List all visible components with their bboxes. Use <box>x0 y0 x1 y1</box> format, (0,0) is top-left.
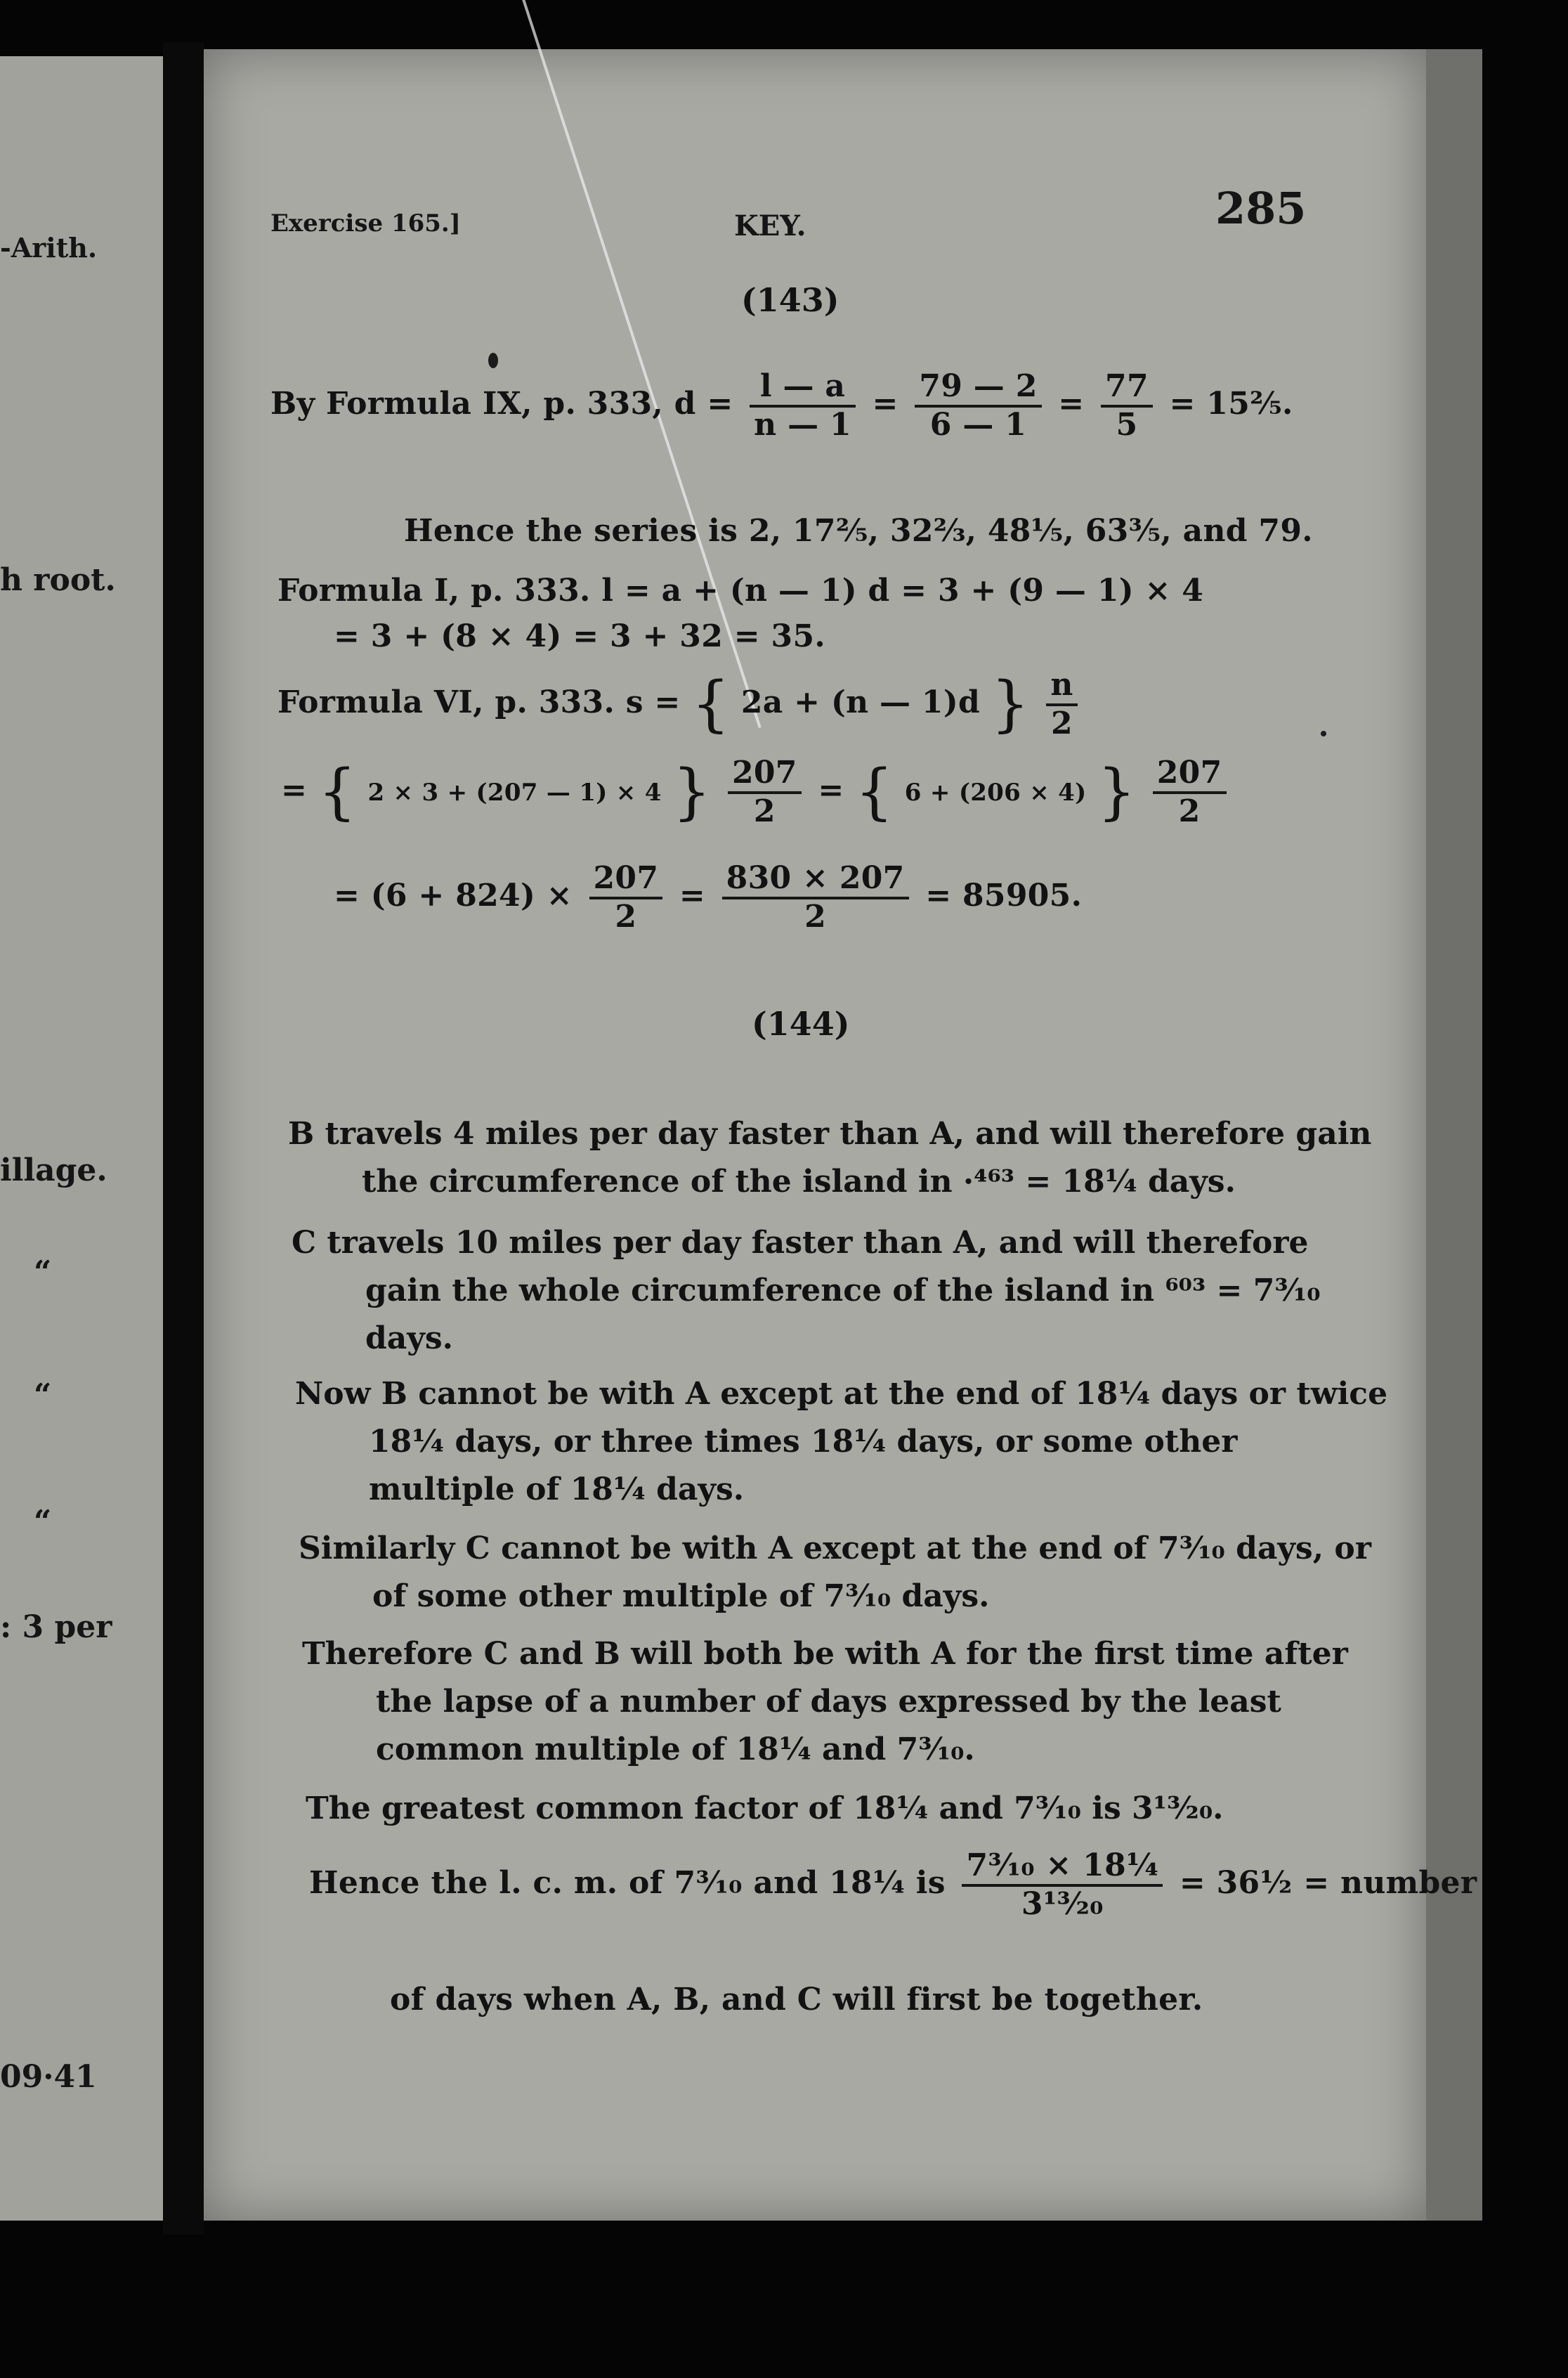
lcm-intro: Hence the l. c. m. of 7³⁄₁₀ and 18¼ is <box>309 1865 946 1902</box>
equals-sign: = <box>1058 386 1085 422</box>
formula-ix-result: = 15⅖. <box>1169 386 1293 422</box>
fraction-denominator: 2 <box>804 898 827 935</box>
paragraph-first-line: C travels 10 miles per day faster than A, and will therefore <box>292 1225 1309 1261</box>
fraction-denominator: n — 1 <box>754 406 851 443</box>
fraction <box>722 861 909 935</box>
book-binding-gutter <box>163 42 204 2235</box>
paragraph <box>302 1630 1398 1774</box>
fraction-denominator: 2 <box>615 898 637 935</box>
left-facing-page <box>0 56 163 2221</box>
formula-ix-intro: By Formula IX, p. 333, d = <box>270 386 733 422</box>
fraction-denominator: 3¹³⁄₂₀ <box>1021 1885 1104 1922</box>
fraction-denominator: 2 <box>1051 705 1073 741</box>
fraction-numerator: 207 <box>728 755 802 794</box>
fraction-denominator: 5 <box>1116 406 1138 443</box>
paragraph-first-line: The greatest common factor of 18¼ and 7³⁄₁₀ is 3¹³⁄₂₀. <box>306 1791 1224 1826</box>
series-line: Hence the series is 2, 17⅖, 32⅔, 48⅕, 63⅗, and 79. <box>404 513 1313 549</box>
lcm-continuation: of days when A, B, and C will first be together. <box>390 1982 1203 2018</box>
fraction-numerator: l — a <box>750 369 856 408</box>
calc-result: = 85905. <box>925 878 1083 914</box>
problem-number-144: (144) <box>752 1005 850 1043</box>
right-brace: } <box>1097 757 1137 828</box>
equals-sign: = <box>818 772 844 809</box>
formula-ix-line <box>270 369 1293 443</box>
running-header-center: KEY. <box>734 209 806 242</box>
fraction <box>728 755 802 829</box>
right-brace: } <box>991 669 1030 740</box>
formula-i-line: Formula I, p. 333. l = a + (n — 1) d = 3 + (9 — 1) × 4 <box>277 573 1204 609</box>
paragraph-continuation: of some other multiple of 7³⁄₁₀ days. <box>372 1578 990 1614</box>
paragraph-continuation: 18¼ days, or three times 18¼ days, or some other multiple of 18¼ days. <box>369 1424 1238 1507</box>
ink-speck <box>488 353 498 368</box>
left-page-fragment: “ <box>34 1254 52 1290</box>
fraction-numerator: 77 <box>1101 369 1153 408</box>
fraction-denominator: 2 <box>1178 793 1201 829</box>
fraction <box>1101 369 1153 443</box>
fraction <box>962 1848 1163 1922</box>
left-brace: { <box>855 757 894 828</box>
paragraph <box>295 1370 1391 1514</box>
lcm-result: = 36½ = number <box>1179 1865 1477 1902</box>
fraction <box>1046 668 1077 741</box>
left-page-fragment: “ <box>34 1504 52 1540</box>
left-page-fragment: -Arith. <box>0 232 98 264</box>
equals-sign: = <box>679 878 706 914</box>
formula-vi-line <box>277 668 1083 741</box>
right-brace: } <box>672 757 712 828</box>
calc-inner-b: 6 + (206 × 4) <box>904 779 1087 807</box>
left-page-fragment: 09·41 <box>0 2059 97 2095</box>
fraction <box>915 369 1041 443</box>
fraction <box>1153 755 1227 829</box>
fraction <box>589 861 663 935</box>
fraction-denominator: 2 <box>753 793 776 829</box>
ink-speck <box>1321 731 1326 736</box>
book-page <box>204 49 1477 2221</box>
paragraph <box>288 1110 1384 1206</box>
paragraph <box>299 1525 1394 1620</box>
paragraph-first-line: Now B cannot be with A except at the end of 18¼ days or twice <box>295 1376 1388 1412</box>
left-page-fragment: h root. <box>0 562 116 598</box>
page-number: 285 <box>1215 183 1307 234</box>
paragraph-continuation: gain the whole circumference of the island in ⁶⁰³ = 7³⁄₁₀ days. <box>365 1273 1321 1356</box>
left-brace: { <box>318 757 357 828</box>
problem-number-143: (143) <box>741 281 839 319</box>
paragraph-first-line: Similarly C cannot be with A except at the end of 7³⁄₁₀ days, or <box>299 1531 1371 1566</box>
fraction-numerator: 7³⁄₁₀ × 18¼ <box>962 1848 1163 1887</box>
left-page-fragment: : 3 per <box>0 1609 112 1645</box>
equals-sign: = <box>281 772 308 809</box>
formula-vi-intro: Formula VI, p. 333. s = <box>277 684 681 721</box>
equals-sign: = <box>872 386 899 422</box>
fraction-numerator: 830 × 207 <box>722 861 909 899</box>
calc-lead: = (6 + 824) × <box>334 878 573 914</box>
fraction-numerator: n <box>1046 668 1077 706</box>
calc-inner-a: 2 × 3 + (207 — 1) × 4 <box>367 779 662 807</box>
fraction <box>750 369 856 443</box>
paragraph <box>292 1219 1387 1363</box>
running-header-left: Exercise 165.] <box>270 209 461 238</box>
calc-line-1 <box>281 755 1232 829</box>
formula-vi-inner: 2a + (n — 1)d <box>740 684 981 721</box>
formula-i-continuation: = 3 + (8 × 4) = 3 + 32 = 35. <box>334 618 825 654</box>
paragraph <box>306 1785 1402 1833</box>
lcm-line <box>309 1848 1477 1922</box>
paragraph-continuation: the lapse of a number of days expressed by the least common multiple of 18¼ and 7³⁄₁₀. <box>376 1684 1281 1767</box>
paragraph-continuation: the circumference of the island in ·⁴⁶³ = 18¼ days. <box>362 1164 1236 1200</box>
fraction-numerator: 79 — 2 <box>915 369 1041 408</box>
paragraph-first-line: B travels 4 miles per day faster than A, and will therefore gain <box>288 1116 1372 1152</box>
left-page-fragment: “ <box>34 1377 52 1413</box>
paragraph-first-line: Therefore C and B will both be with A for the first time after <box>302 1636 1348 1672</box>
left-page-fragment: illage. <box>0 1152 107 1188</box>
left-brace: { <box>691 669 731 740</box>
fraction-denominator: 6 — 1 <box>929 406 1027 443</box>
fraction-numerator: 207 <box>589 861 663 899</box>
fraction-numerator: 207 <box>1153 755 1227 794</box>
calc-line-2 <box>334 861 1082 935</box>
